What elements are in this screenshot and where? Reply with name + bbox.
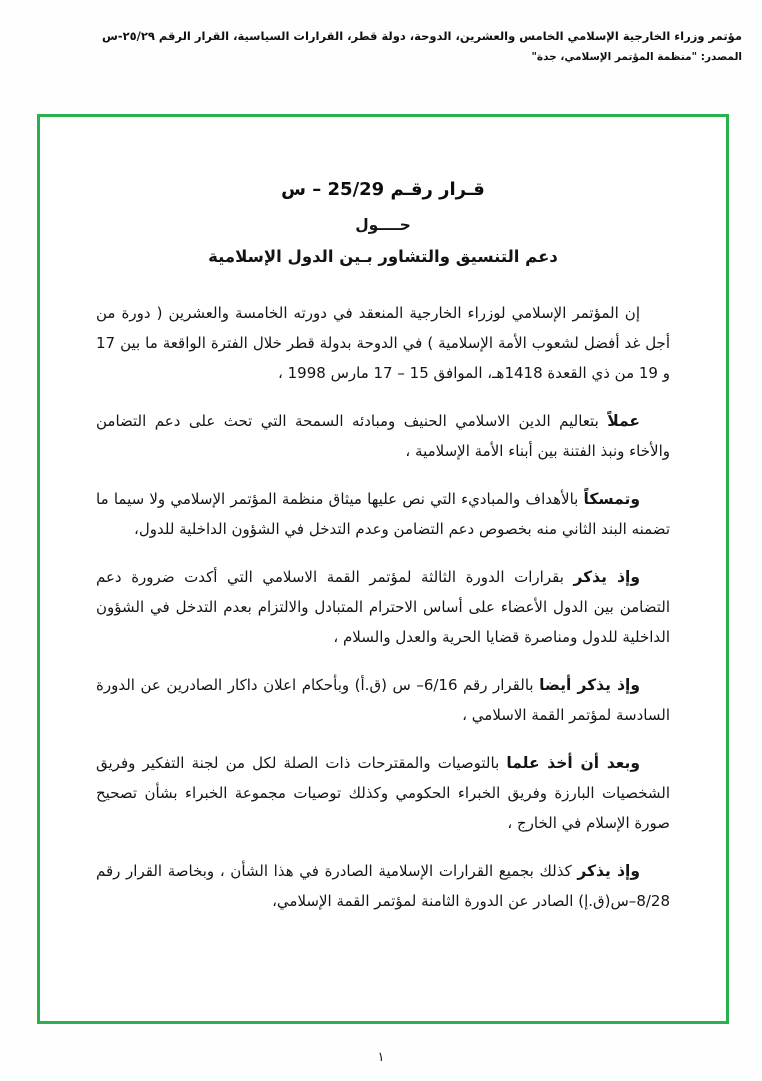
paragraph-lead: وإذ يذكر أيضا	[539, 676, 640, 694]
paragraph-lead: وبعد أن أخذ علما	[506, 754, 640, 772]
header-citation-line: مؤتمر وزراء الخارجية الإسلامي الخامس والعشرين، الدوحة، دولة قطر، القرارات السياسية، القرار الرقم ٢٥/٢٩-س	[101, 29, 742, 43]
paragraph-text: بقرارات الدورة الثالثة لمؤتمر القمة الاسلامي التي أكدت ضرورة دعم التضامن بين الدول الأعضاء على أساس الاحترام المتبادل والالتزام بعدم التدخل في الشؤون الداخلية للدول ومناصرة قضايا الحرية والعدل والسلام ،	[96, 568, 670, 646]
paragraph-lead: وإذ يذكر	[577, 862, 640, 880]
document-header	[20, 26, 742, 68]
paragraph-lead: وإذ يذكر	[573, 568, 640, 586]
resolution-paragraph	[96, 298, 670, 388]
green-border-frame	[37, 114, 729, 1024]
resolution-paragraph	[96, 406, 670, 466]
paragraph-text: بالتوصيات والمقترحات ذات الصلة لكل من لجنة التفكير وفريق الشخصيات البارزة وفريق الخبراء الحكومي وكذلك توصيات مجموعة الخبراء بشأن تصحيح صورة الإسلام في الخارج ،	[96, 754, 670, 832]
paragraph-lead: وتمسكاً	[583, 490, 640, 508]
paragraph-lead: عملاً	[607, 412, 640, 430]
resolution-paragraph	[96, 748, 670, 838]
resolution-about-word: حــــول	[355, 216, 411, 234]
page-number: ١	[377, 1050, 385, 1065]
resolution-subject: دعم التنسيق والتشاور بـين الدول الإسلامية	[208, 247, 558, 266]
resolution-paragraph	[96, 856, 670, 916]
paragraph-text: بالقرار رقم 6/16– س (ق.أ) وبأحكام اعلان داكار الصادرين عن الدورة السادسة لمؤتمر القمة الاسلامي ،	[96, 676, 670, 724]
resolution-title: قـرار رقـم 25/29 – س	[281, 179, 485, 200]
paragraph-text: إن المؤتمر الإسلامي لوزراء الخارجية المنعقد في دورته الخامسة والعشرين ( دورة من أجل غد أفضل لشعوب الأمة الإسلامية ) في الدوحة بدولة قطر خلال الفترة الواقعة ما بين 17 و 19 من ذي القعدة 1418هـ، الموافق 15 – 17 مارس 1998 ،	[96, 304, 670, 382]
paragraph-text: بتعاليم الدين الاسلامي الحنيف ومبادئه السمحة التي تحث على دعم التضامن والأخاء ونبذ الفتنة بين أبناء الأمة الإسلامية ،	[96, 412, 670, 460]
resolution-paragraph	[96, 562, 670, 652]
paragraph-text: بالأهداف والمباديء التي نص عليها ميثاق منظمة المؤتمر الإسلامي ولا سيما ما تضمنه البند الثاني منه بخصوص دعم التضامن وعدم التدخل في الشؤون الداخلية للدول،	[96, 490, 670, 538]
header-source-line: المصدر: "منظمة المؤتمر الإسلامي، جدة"	[531, 50, 742, 63]
resolution-body	[96, 298, 670, 916]
resolution-paragraph	[96, 670, 670, 730]
paragraph-text: كذلك بجميع القرارات الإسلامية الصادرة في هذا الشأن ، وبخاصة القرار رقم 8/28–س(ق.إ) الصادر عن الدورة الثامنة لمؤتمر القمة الإسلامي،	[96, 862, 670, 910]
resolution-paragraph	[96, 484, 670, 544]
